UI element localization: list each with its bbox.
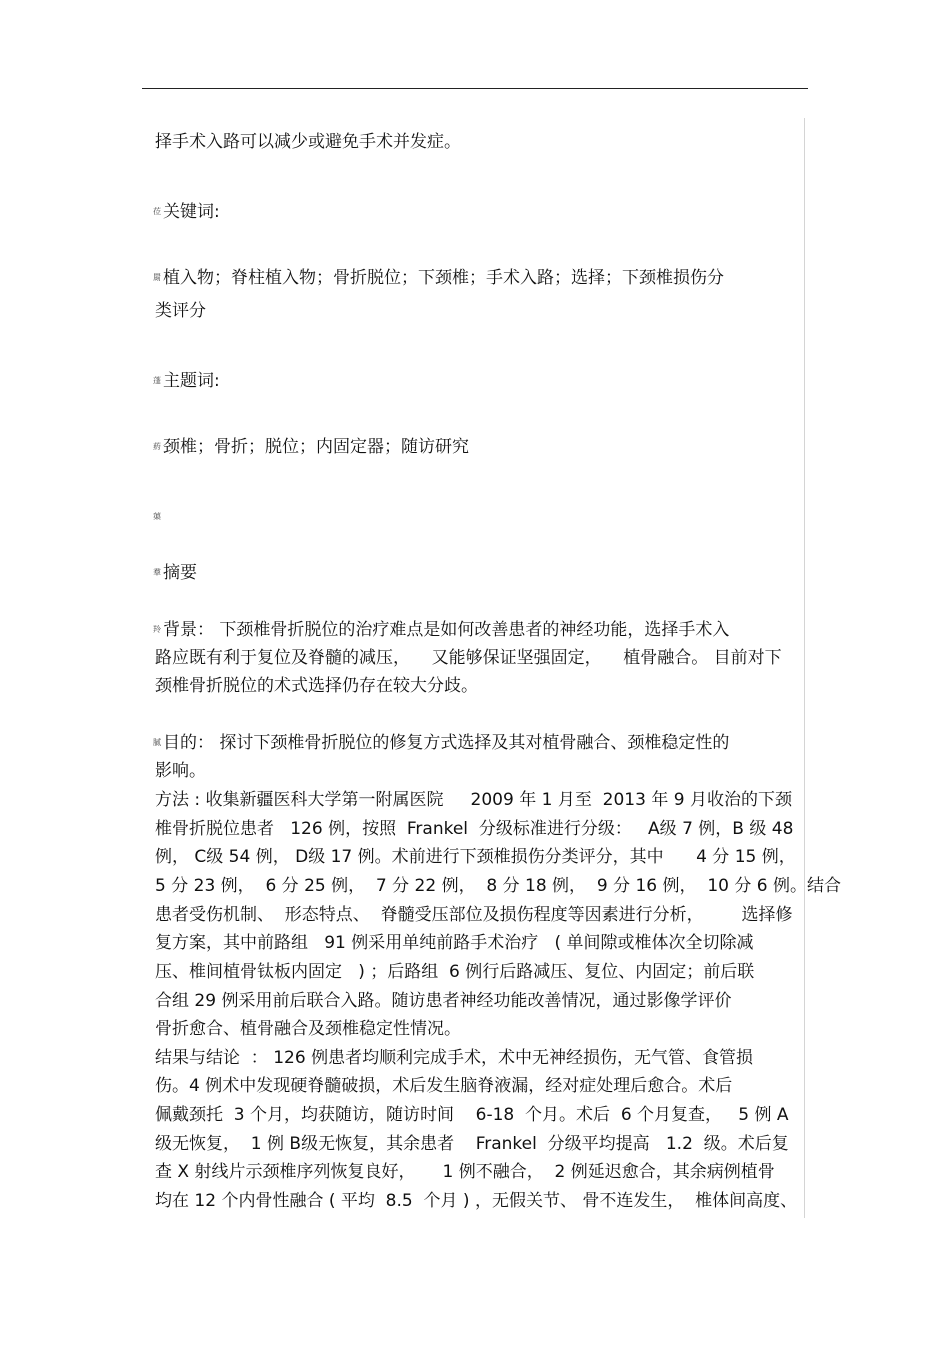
- line-text: 椎骨折脱位患者 126 例，按照 Frankel 分级标准进行分级： A级 7 例，B 级 48: [155, 819, 794, 839]
- line-text: 均在 12 个内骨性融合 ( 平均 8.5 个月 ) ，无假关节、 骨不连发生， 椎体间高度、: [155, 1191, 798, 1211]
- keywords-list: [153, 264, 724, 292]
- objective-line: [153, 757, 206, 785]
- results-line: [153, 1187, 797, 1215]
- line-marker: 葯: [153, 442, 161, 451]
- methods-line: [153, 786, 792, 814]
- objective-line: [153, 729, 729, 757]
- methods-line: [153, 815, 793, 843]
- line-marker: 膩: [153, 738, 161, 747]
- margin-rule: [804, 118, 805, 1218]
- line-text: 背景： 下颈椎骨折脱位的治疗难点是如何改善患者的神经功能，选择手术入: [163, 620, 730, 640]
- line-text: 颈椎骨折脱位的术式选择仍存在较大分歧。: [155, 676, 478, 696]
- line-text: 影响。: [155, 761, 206, 781]
- abstract-heading: [153, 559, 197, 587]
- line-text: 查 X 射线片示颈椎序列恢复良好， 1 例不融合， 2 例延迟愈合，其余病例植骨: [155, 1162, 775, 1182]
- line-marker: 罽: [153, 273, 161, 282]
- line-text: 级无恢复， 1 例 B级无恢复，其余患者 Frankel 分级平均提高 1.2 级。术后复: [155, 1134, 789, 1154]
- line-marker: 莅: [153, 207, 161, 216]
- line-text: 复方案，其中前路组 91 例采用单纯前路手术治疗 ( 单间隙或椎体次全切除减: [155, 933, 754, 953]
- line-text: 结果与结论 ： 126 例患者均顺利完成手术，术中无神经损伤，无气管、食管损: [155, 1048, 754, 1068]
- header-rule: [142, 88, 808, 89]
- methods-line: [153, 872, 841, 900]
- results-line: [153, 1044, 753, 1072]
- line-text: 骨折愈合、植骨融合及颈椎稳定性情况。: [155, 1019, 461, 1039]
- line-text: 择手术入路可以减少或避免手术并发症。: [155, 132, 461, 152]
- line-text: 方法 : 收集新疆医科大学第一附属医院 2009 年 1 月至 2013 年 9 月收治的下颈: [155, 790, 792, 810]
- methods-line: [153, 987, 731, 1015]
- line-text: 伤。4 例术中发现硬脊髓破损，术后发生脑脊液漏，经对症处理后愈合。术后: [155, 1076, 733, 1096]
- line-text: 合组 29 例采用前后联合入路。随访患者神经功能改善情况，通过影像学评价: [155, 991, 732, 1011]
- methods-line: [153, 929, 754, 957]
- methods-line: [153, 901, 792, 929]
- line-marker: 羣: [153, 568, 161, 577]
- results-line: [153, 1101, 789, 1129]
- methods-line: [153, 843, 796, 871]
- results-line: [153, 1158, 775, 1186]
- line-text: 压、椎间植骨钛板内固定 ) ；后路组 6 例行后路减压、复位、内固定；前后联: [155, 962, 755, 982]
- background-line: [153, 616, 729, 644]
- line-text: 5 分 23 例， 6 分 25 例， 7 分 22 例， 8 分 18 例， 9 分 16 例， 10 分 6 例。结合: [155, 876, 841, 896]
- line-text: 例， C级 54 例， D级 17 例。术前进行下颈椎损伤分类评分，其中 4 分 15 例，: [155, 847, 796, 867]
- text-line: [153, 128, 461, 156]
- methods-line: [153, 958, 754, 986]
- subject-heading: [153, 367, 220, 395]
- line-marker: 蓬: [153, 376, 161, 385]
- line-text: 摘要: [163, 563, 197, 583]
- subject-list: [153, 433, 469, 461]
- keywords-heading: [153, 198, 220, 226]
- line-marker: 蕖: [153, 512, 161, 521]
- line-text: 类评分: [155, 301, 206, 321]
- line-text: 植入物；脊柱植入物；骨折脱位；下颈椎；手术入路；选择；下颈椎损伤分: [163, 268, 724, 288]
- results-line: [153, 1072, 732, 1100]
- line-marker: 羚: [153, 625, 161, 634]
- line-text: 主题词:: [163, 371, 220, 391]
- keywords-list-cont: [153, 297, 206, 325]
- line-text: 颈椎；骨折；脱位；内固定器；随访研究: [163, 437, 469, 457]
- line-text: 佩戴颈托 3 个月，均获随访，随访时间 6-18 个月。术后 6 个月复查， 5 例 A: [155, 1105, 789, 1125]
- line-text: 路应既有利于复位及脊髓的减压， 又能够保证坚强固定， 植骨融合。 目前对下: [155, 648, 782, 668]
- background-line: [153, 672, 478, 700]
- empty-marker-line: [153, 503, 163, 531]
- line-text: 目的： 探讨下颈椎骨折脱位的修复方式选择及其对植骨融合、颈椎稳定性的: [163, 733, 730, 753]
- line-text: 患者受伤机制、 形态特点、 脊髓受压部位及损伤程度等因素进行分析， 选择修: [155, 905, 793, 925]
- results-line: [153, 1130, 789, 1158]
- methods-line: [153, 1015, 461, 1043]
- line-text: 关键词:: [163, 202, 220, 222]
- background-line: [153, 644, 782, 672]
